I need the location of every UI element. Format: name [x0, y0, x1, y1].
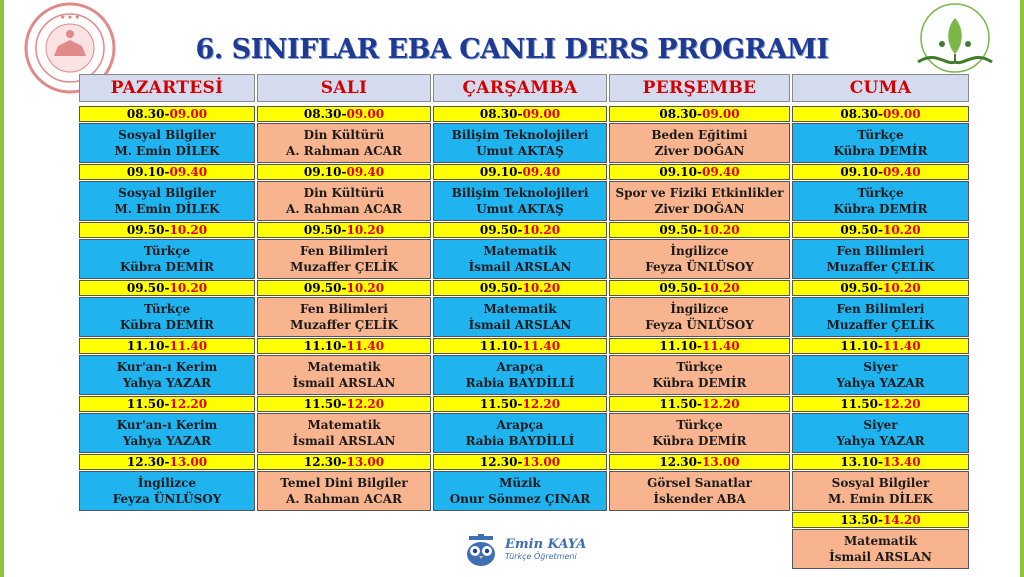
time-start: 11.10- [126, 339, 170, 353]
lesson-cell [433, 239, 607, 279]
time-start: 08.30- [659, 107, 702, 121]
lesson-cell [792, 123, 969, 163]
time-end: 12.20 [882, 397, 921, 411]
lesson-teacher: Onur Sönmez ÇINAR [449, 492, 591, 506]
lesson-subject: Görsel Sanatlar [647, 476, 752, 490]
time-start: 09.50- [479, 281, 523, 295]
footer-brand [463, 531, 613, 571]
lesson-subject: Arapça [496, 418, 544, 432]
time-end: 12.20 [346, 397, 385, 411]
lesson-cell [609, 297, 790, 337]
time-start: 09.50- [840, 281, 883, 295]
time-slot [792, 106, 969, 122]
left-border-bar [0, 0, 4, 577]
time-start: 09.10- [479, 165, 523, 179]
time-end: 09.40 [346, 165, 385, 179]
lesson-subject: Türkçe [676, 418, 723, 432]
lesson-subject: Arapça [496, 360, 544, 374]
lesson-teacher: M. Emin DİLEK [114, 202, 220, 216]
time-start: 11.50- [126, 397, 170, 411]
lesson-cell [79, 355, 255, 395]
lesson-subject: Matematik [843, 534, 918, 548]
time-start: 08.30- [840, 107, 883, 121]
lesson-teacher: İsmail ARSLAN [468, 318, 572, 332]
lesson-subject: İngilizce [670, 302, 729, 316]
day-column [433, 74, 607, 569]
time-slot [609, 396, 790, 412]
day-column [79, 74, 255, 569]
time-end: 13.00 [522, 455, 561, 469]
lesson-subject: Din Kültürü [303, 186, 385, 200]
lesson-teacher: Feyza ÜNLÜSOY [112, 492, 222, 506]
lesson-cell [257, 413, 431, 453]
day-header: SALI [257, 74, 431, 102]
time-end: 10.20 [522, 281, 561, 295]
lesson-cell [433, 355, 607, 395]
lesson-subject: Matematik [483, 302, 557, 316]
lesson-teacher: Umut AKTAŞ [476, 202, 564, 216]
lesson-teacher: Ziver DOĞAN [654, 144, 745, 158]
time-end: 11.40 [882, 339, 921, 353]
lesson-subject: Sosyal Bilgiler [831, 476, 930, 490]
time-slot [79, 338, 255, 354]
time-slot [79, 280, 255, 296]
right-border-bar [1020, 0, 1024, 577]
time-start: 11.50- [659, 397, 702, 411]
time-start: 09.10- [659, 165, 702, 179]
time-start: 11.50- [840, 397, 883, 411]
time-end: 09.40 [169, 165, 208, 179]
time-slot [433, 222, 607, 238]
time-start: 11.10- [840, 339, 883, 353]
day-header: CUMA [792, 74, 969, 102]
day-column [792, 74, 969, 569]
time-slot [257, 164, 431, 180]
time-end: 09.40 [882, 165, 921, 179]
day-header: PAZARTESİ [79, 74, 255, 102]
time-end: 13.00 [701, 455, 740, 469]
time-start: 09.10- [840, 165, 883, 179]
day-column [609, 74, 790, 569]
footer-brand-sub: Türkçe Öğretmeni [505, 552, 577, 561]
time-start: 09.50- [303, 223, 347, 237]
time-start: 09.50- [303, 281, 347, 295]
lesson-cell [792, 413, 969, 453]
time-start: 08.30- [479, 107, 523, 121]
lesson-teacher: Yahya YAZAR [122, 376, 212, 390]
lesson-cell [792, 471, 969, 511]
time-end: 11.40 [346, 339, 385, 353]
lesson-subject: Bilişim Teknolojileri [451, 186, 589, 200]
time-slot [792, 338, 969, 354]
lesson-cell [609, 123, 790, 163]
lesson-cell [433, 297, 607, 337]
lesson-cell [79, 123, 255, 163]
time-end: 13.00 [169, 455, 208, 469]
time-end: 12.20 [169, 397, 208, 411]
time-start: 12.30- [303, 455, 347, 469]
lesson-cell [433, 413, 607, 453]
time-end: 11.40 [522, 339, 561, 353]
lesson-cell [792, 355, 969, 395]
time-start: 09.50- [659, 281, 702, 295]
time-slot [79, 106, 255, 122]
time-end: 10.20 [701, 281, 740, 295]
lesson-teacher: M. Emin DİLEK [828, 492, 933, 506]
time-start: 12.30- [126, 455, 170, 469]
day-header: PERŞEMBE [609, 74, 790, 102]
lesson-teacher: Kübra DEMİR [833, 202, 928, 216]
time-slot [792, 280, 969, 296]
lesson-subject: Fen Bilimleri [300, 244, 388, 258]
lesson-teacher: A. Rahman ACAR [286, 144, 402, 158]
lesson-cell [792, 239, 969, 279]
lesson-cell [433, 471, 607, 511]
time-start: 09.50- [126, 223, 170, 237]
footer-brand-name: Emin KAYA [505, 537, 587, 552]
lesson-cell [79, 181, 255, 221]
time-end: 09.00 [346, 107, 385, 121]
lesson-cell [79, 239, 255, 279]
time-slot [609, 222, 790, 238]
time-end: 13.00 [346, 455, 385, 469]
time-slot [792, 512, 969, 528]
time-slot [433, 164, 607, 180]
time-start: 12.30- [479, 455, 523, 469]
time-slot [792, 454, 969, 470]
time-slot [257, 396, 431, 412]
day-header: ÇARŞAMBA [433, 74, 607, 102]
lesson-cell [792, 529, 969, 569]
lesson-teacher: A. Rahman ACAR [286, 202, 402, 216]
owl-icon [463, 534, 499, 568]
lesson-subject: Sosyal Bilgiler [118, 186, 216, 200]
time-end: 13.40 [882, 455, 921, 469]
lesson-cell [257, 123, 431, 163]
time-slot [257, 280, 431, 296]
time-end: 11.40 [701, 339, 740, 353]
time-start: 09.50- [479, 223, 523, 237]
lesson-subject: Sosyal Bilgiler [118, 128, 216, 142]
lesson-teacher: Feyza ÜNLÜSOY [645, 318, 754, 332]
lesson-teacher: Muzaffer ÇELİK [826, 260, 935, 274]
lesson-subject: Matematik [307, 418, 381, 432]
svg-text:★ ★ ★: ★ ★ ★ [60, 14, 80, 21]
lesson-cell [609, 355, 790, 395]
lesson-teacher: Muzaffer ÇELİK [826, 318, 935, 332]
lesson-cell [257, 297, 431, 337]
lesson-cell [433, 123, 607, 163]
lesson-cell [79, 471, 255, 511]
page-title: 6. SINIFLAR EBA CANLI DERS PROGRAMI [195, 34, 829, 65]
lesson-cell [792, 297, 969, 337]
lesson-subject: Temel Dini Bilgiler [280, 476, 408, 490]
time-slot [792, 396, 969, 412]
lesson-teacher: İsmail ARSLAN [292, 376, 396, 390]
time-start: 11.10- [303, 339, 347, 353]
lesson-teacher: Yahya YAZAR [122, 434, 212, 448]
time-slot [609, 338, 790, 354]
time-start: 13.50- [840, 513, 883, 527]
lesson-teacher: Kübra DEMİR [120, 318, 214, 332]
time-slot [609, 106, 790, 122]
schedule-table [79, 74, 969, 569]
time-start: 09.10- [303, 165, 347, 179]
time-slot [609, 164, 790, 180]
lesson-teacher: Kübra DEMİR [120, 260, 214, 274]
time-slot [609, 280, 790, 296]
lesson-teacher: A. Rahman ACAR [286, 492, 402, 506]
lesson-subject: Türkçe [676, 360, 723, 374]
time-start: 11.10- [479, 339, 523, 353]
time-end: 14.20 [882, 513, 921, 527]
time-end: 10.20 [701, 223, 740, 237]
lesson-subject: Türkçe [143, 244, 191, 258]
lesson-cell [79, 413, 255, 453]
time-start: 08.30- [126, 107, 170, 121]
time-start: 09.50- [126, 281, 170, 295]
time-end: 09.40 [522, 165, 561, 179]
time-start: 08.30- [303, 107, 347, 121]
time-end: 09.00 [522, 107, 561, 121]
lesson-subject: Matematik [307, 360, 381, 374]
lesson-subject: Din Kültürü [303, 128, 385, 142]
lesson-cell [609, 413, 790, 453]
lesson-teacher: Umut AKTAŞ [476, 144, 564, 158]
lesson-teacher: Yahya YAZAR [836, 434, 925, 448]
lesson-subject: Matematik [483, 244, 557, 258]
time-slot [433, 106, 607, 122]
lesson-teacher: Rabia BAYDİLLİ [465, 434, 575, 448]
time-slot [433, 454, 607, 470]
time-start: 11.50- [479, 397, 523, 411]
time-slot [79, 164, 255, 180]
lesson-subject: Beden Eğitimi [651, 128, 748, 142]
time-end: 12.20 [701, 397, 740, 411]
time-end: 09.00 [169, 107, 208, 121]
lesson-teacher: M. Emin DİLEK [114, 144, 220, 158]
lesson-teacher: Kübra DEMİR [652, 376, 747, 390]
time-slot [79, 454, 255, 470]
lesson-cell [609, 181, 790, 221]
lesson-cell [257, 239, 431, 279]
lesson-cell [609, 239, 790, 279]
lesson-subject: Fen Bilimleri [836, 244, 925, 258]
lesson-subject: Türkçe [143, 302, 191, 316]
lesson-subject: Kur'an-ı Kerim [116, 360, 218, 374]
lesson-subject: İngilizce [670, 244, 729, 258]
day-column [257, 74, 431, 569]
lesson-cell [257, 471, 431, 511]
time-slot [609, 454, 790, 470]
time-slot [433, 338, 607, 354]
time-end: 10.20 [346, 223, 385, 237]
lesson-cell [609, 471, 790, 511]
lesson-teacher: İsmail ARSLAN [468, 260, 572, 274]
time-end: 10.20 [522, 223, 561, 237]
lesson-cell [79, 297, 255, 337]
time-slot [257, 106, 431, 122]
time-slot [257, 454, 431, 470]
lesson-subject: İngilizce [137, 476, 197, 490]
time-slot [433, 396, 607, 412]
lesson-teacher: Rabia BAYDİLLİ [465, 376, 575, 390]
time-slot [79, 222, 255, 238]
time-end: 10.20 [169, 281, 208, 295]
time-end: 10.20 [346, 281, 385, 295]
lesson-subject: Fen Bilimleri [836, 302, 925, 316]
lesson-subject: Bilişim Teknolojileri [451, 128, 589, 142]
lesson-subject: Kur'an-ı Kerim [116, 418, 218, 432]
time-start: 11.50- [303, 397, 347, 411]
time-slot [792, 164, 969, 180]
time-start: 12.30- [659, 455, 702, 469]
lesson-subject: Türkçe [857, 128, 904, 142]
time-start: 09.10- [126, 165, 170, 179]
lesson-subject: Spor ve Fiziki Etkinlikler [615, 186, 784, 200]
time-slot [792, 222, 969, 238]
lesson-cell [257, 355, 431, 395]
time-end: 10.20 [882, 281, 921, 295]
lesson-subject: Müzik [499, 476, 541, 490]
time-start: 13.10- [840, 455, 883, 469]
lesson-teacher: Yahya YAZAR [836, 376, 925, 390]
time-start: 09.50- [659, 223, 702, 237]
time-start: 11.10- [659, 339, 702, 353]
lesson-teacher: Feyza ÜNLÜSOY [645, 260, 754, 274]
lesson-teacher: Muzaffer ÇELİK [290, 318, 398, 332]
time-end: 10.20 [882, 223, 921, 237]
time-slot [433, 280, 607, 296]
time-end: 11.40 [169, 339, 208, 353]
lesson-subject: Fen Bilimleri [300, 302, 388, 316]
lesson-teacher: Kübra DEMİR [652, 434, 747, 448]
lesson-teacher: Muzaffer ÇELİK [290, 260, 398, 274]
time-end: 10.20 [169, 223, 208, 237]
time-slot [257, 222, 431, 238]
time-end: 09.00 [882, 107, 921, 121]
time-end: 09.00 [701, 107, 740, 121]
lesson-teacher: İskender ABA [653, 492, 746, 506]
time-start: 09.50- [840, 223, 883, 237]
time-end: 12.20 [522, 397, 561, 411]
lesson-teacher: İsmail ARSLAN [829, 550, 932, 564]
lesson-cell [792, 181, 969, 221]
lesson-subject: Siyer [863, 360, 898, 374]
time-slot [79, 396, 255, 412]
lesson-teacher: Kübra DEMİR [833, 144, 928, 158]
lesson-teacher: İsmail ARSLAN [292, 434, 396, 448]
lesson-subject: Siyer [863, 418, 898, 432]
lesson-subject: Türkçe [857, 186, 904, 200]
lesson-teacher: Ziver DOĞAN [654, 202, 745, 216]
time-slot [257, 338, 431, 354]
lesson-cell [257, 181, 431, 221]
lesson-cell [433, 181, 607, 221]
time-end: 09.40 [701, 165, 740, 179]
